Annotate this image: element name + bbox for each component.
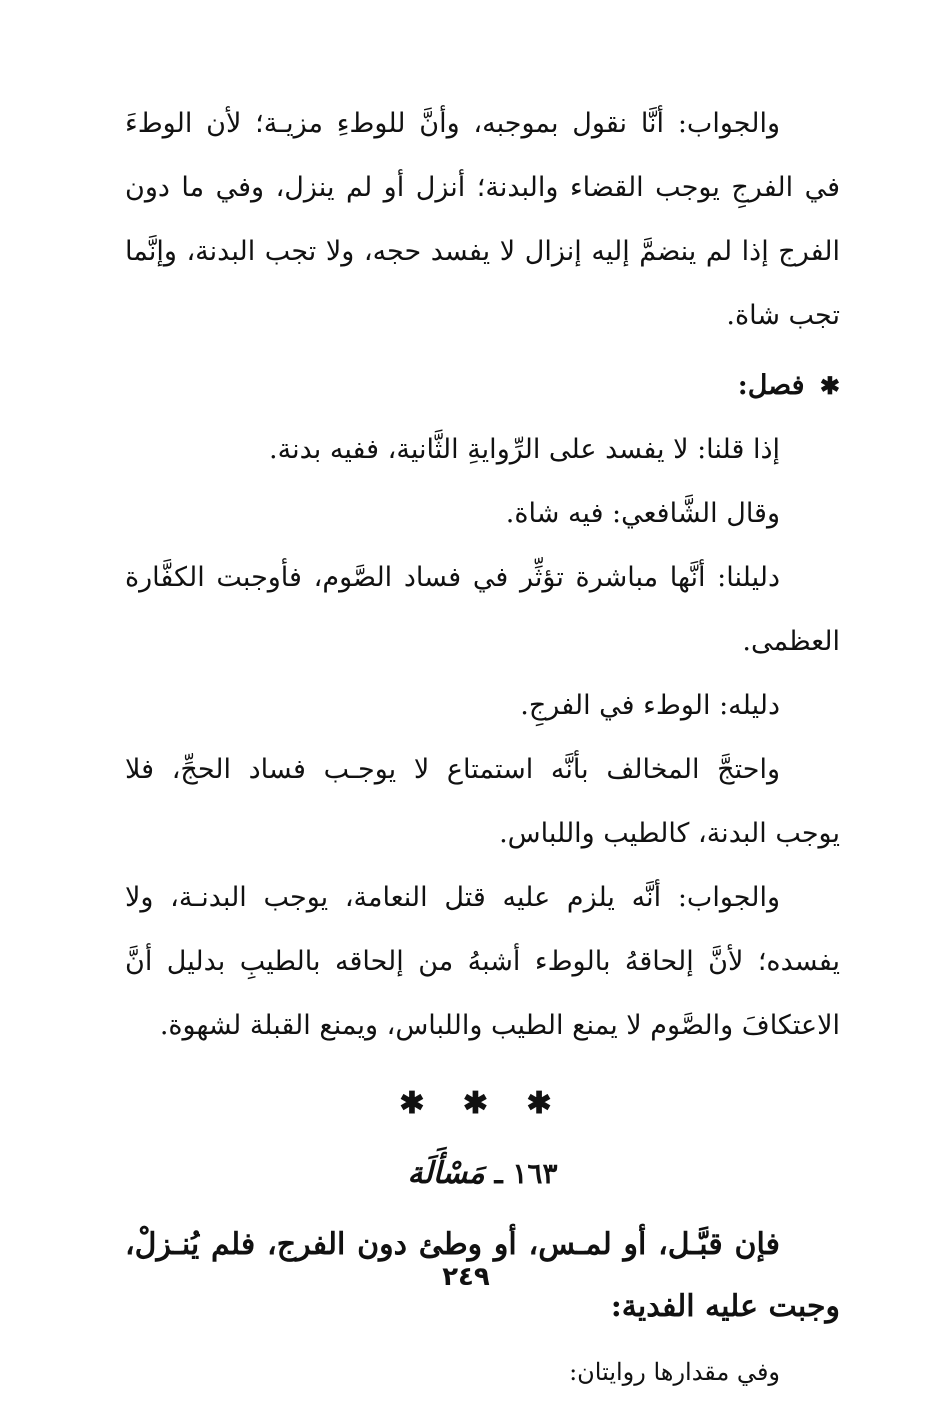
paragraph-answer-1: والجواب: أنَّا نقول بموجبه، وأنَّ للوطءِ مزيـة؛ لأن الوطءَ في الفرجِ يوجب القضاء والبدنة؛ أنزل أو لم ينزل، وفي ما دون الفرج إذا لم ينضمَّ إليه إنزال لا يفسد حجه، ولا تجب البدنة، وإنَّما تجب شاة. (125, 108, 840, 331)
section-separator: ✱ ✱ ✱ (399, 1086, 566, 1121)
section-heading (125, 354, 840, 418)
asterisk-icon: ✱ (819, 371, 840, 400)
paragraph-opponent-argument: واحتجَّ المخالف بأنَّه استمتاع لا يوجـب فساد الحجِّ، فلا يوجب البدنة، كالطيب واللباس. (125, 754, 840, 849)
masala-label: مَسْأَلَة (407, 1156, 485, 1191)
section-heading-label: فصل: (737, 370, 805, 401)
line-his-evidence: دليله: الوطء في الفرجِ. (520, 690, 780, 721)
masala-number: ١٦٣ ـ (494, 1157, 558, 1190)
line-shafii: وقال الشَّافعي: فيه شاة. (505, 498, 780, 529)
paragraph-answer-2: والجواب: أنَّه يلزم عليه قتل النعامة، يوجب البدنـة، ولا يفسده؛ لأنَّ إلحاقهُ بالوطء أشبهُ من إلحاقه بالطيبِ بدليل أنَّ الاعتكافَ والصَّوم لا يمنع الطيب واللباس، ويمنع القبلة لشهوة. (125, 882, 840, 1041)
line-if-we-said: إذا قلنا: لا يفسد على الرِّوايةِ الثَّانية، ففيه بدنة. (269, 434, 780, 465)
closing-line: وفي مقدارها روايتان: (569, 1358, 780, 1386)
ruling-statement: فإن قبَّـل، أو لمـس، أو وطئ دون الفرج، فلم يُنـزلْ، وجبت عليه الفدية: (125, 1227, 840, 1324)
page-body (125, 92, 840, 1402)
page-number: ٢٤٩ (442, 1262, 490, 1292)
masala-heading (125, 1152, 840, 1196)
line-our-evidence: دليلنا: أنَّها مباشرة تؤثِّر في فساد الصَّوم، فأوجبت الكفَّارة العظمى. (125, 562, 840, 657)
